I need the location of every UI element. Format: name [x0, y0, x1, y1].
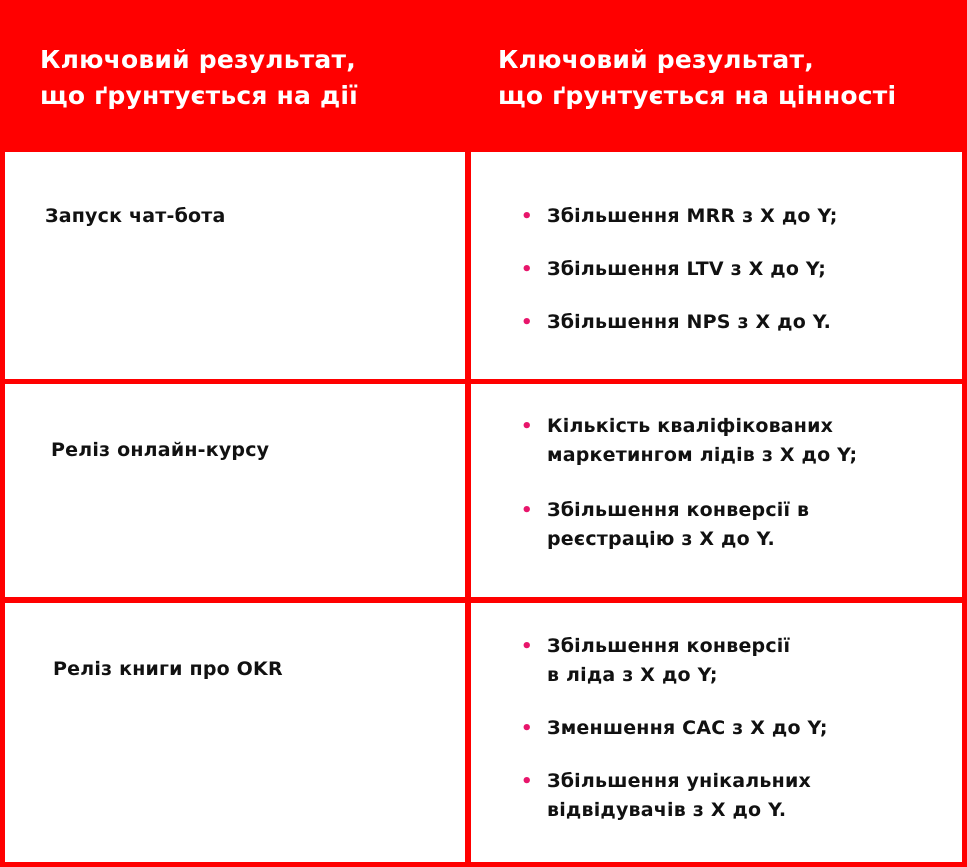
bullet-icon: •: [521, 771, 533, 792]
list-item: [521, 412, 857, 470]
header-line: Ключовий результат,: [498, 45, 814, 74]
bullet-icon: •: [521, 206, 533, 227]
action-cell: [5, 384, 465, 597]
list-item-text: маркетингом лідів з X до Y;: [547, 444, 858, 466]
value-list: [521, 412, 857, 554]
header-line: Ключовий результат,: [40, 45, 356, 74]
action-label: Реліз книги про OKR: [53, 658, 283, 680]
list-item: [521, 767, 828, 825]
value-cell: [471, 384, 962, 597]
bullet-icon: •: [521, 718, 533, 739]
list-item-text: Збільшення MRR з X до Y;: [547, 205, 838, 227]
list-item: [521, 202, 838, 231]
list-item: [521, 255, 838, 284]
list-item-text: Збільшення LTV з X до Y;: [547, 258, 827, 280]
action-cell: [5, 152, 465, 379]
list-item-text: Збільшення конверсії в: [547, 499, 810, 521]
list-item-text: реєстрацію з X до Y.: [547, 528, 775, 550]
list-item-text: відвідувачів з X до Y.: [547, 799, 787, 821]
bullet-icon: •: [521, 636, 533, 657]
list-item-text: Збільшення конверсії: [547, 635, 791, 657]
header-line: що ґрунтується на дії: [40, 81, 358, 110]
list-item-text: Кількість кваліфікованих: [547, 415, 834, 437]
bullet-icon: •: [521, 259, 533, 280]
header-action-based: [40, 42, 358, 114]
bullet-icon: •: [521, 416, 533, 437]
header-value-based: [498, 42, 896, 114]
value-list: [521, 632, 828, 825]
list-item-text: Збільшення унікальних: [547, 770, 811, 792]
action-label: Реліз онлайн-курсу: [51, 439, 270, 461]
list-item-text: Збільшення NPS з X до Y.: [547, 311, 832, 333]
list-item: [521, 308, 838, 337]
header-line: що ґрунтується на цінності: [498, 81, 897, 110]
value-list: [521, 202, 838, 337]
list-item: [521, 632, 828, 690]
bullet-icon: •: [521, 500, 533, 521]
value-cell: [471, 603, 962, 862]
list-item: [521, 714, 828, 743]
list-item-text: в ліда з X до Y;: [547, 664, 718, 686]
action-label: Запуск чат-бота: [45, 205, 226, 227]
list-item-text: Зменшення CAC з X до Y;: [547, 717, 828, 739]
value-cell: [471, 152, 962, 379]
list-item: [521, 496, 857, 554]
action-cell: [5, 603, 465, 862]
table-header: [0, 0, 967, 148]
bullet-icon: •: [521, 312, 533, 333]
